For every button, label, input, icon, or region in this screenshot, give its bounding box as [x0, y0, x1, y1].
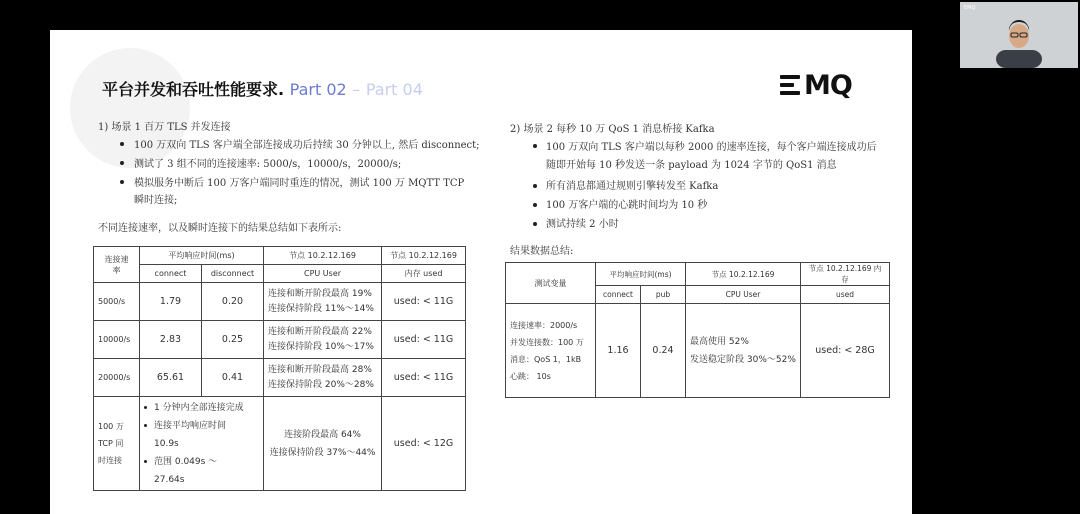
title-main: 平台并发和吞吐性能要求.	[102, 80, 285, 99]
slide-title	[102, 77, 423, 100]
left-bullet-3-cont: 瞬时连接;	[134, 195, 178, 206]
header-node-cpu: 节点 10.2.12.169	[264, 247, 382, 265]
header-avg-response: 平均响应时间(ms)	[140, 247, 264, 265]
webcam-thumbnail[interactable]	[960, 2, 1078, 68]
header-disconnect: disconnect	[202, 265, 264, 283]
right-results-table	[505, 262, 890, 398]
header-cpu-user: CPU User	[264, 265, 382, 283]
table-row: 100 万 TCP 同 时连接 1 分钟内全部连接完成 连接平均响应时间 10.9s 范围 0.049s ～ 27.64s 连接阶段最高 64% 连接保持阶段 37%～44% used: < 12G	[94, 397, 466, 491]
header-node-mem: 节点 10.2.12.169 内存	[801, 263, 890, 286]
header-mem-used: used	[801, 286, 890, 304]
right-bullet-1-cont: 随即开始每 10 秒发送一条 payload 为 1024 字节的 QoS1 消息	[546, 160, 837, 171]
header-avg-response: 平均响应时间(ms)	[596, 263, 686, 286]
header-pub: pub	[641, 286, 686, 304]
bullet-icon	[144, 406, 147, 409]
webcam-label: EMQ	[964, 5, 976, 11]
bullet-icon	[533, 184, 537, 188]
header-connect: connect	[140, 265, 202, 283]
bullet-icon	[144, 460, 147, 463]
table-row: 5000/s 1.79 0.20 连接和断开阶段最高 19% 连接保持阶段 11%～14% used: < 11G	[94, 283, 466, 321]
logo-text: MQ	[804, 69, 852, 101]
bullet-icon	[533, 144, 537, 148]
left-bullet-2: 测试了 3 组不同的连接速率: 5000/s，10000/s，20000/s;	[134, 159, 402, 170]
right-bullet-4: 测试持续 2 小时	[546, 219, 619, 230]
title-part-next: Part 04	[365, 80, 423, 99]
right-summary: 结果数据总结:	[510, 246, 574, 257]
table-row: 10000/s 2.83 0.25 连接和断开阶段最高 22% 连接保持阶段 10%～17% used: < 11G	[94, 321, 466, 359]
bullet-icon	[533, 203, 537, 207]
emq-logo	[780, 69, 852, 101]
bullet-icon	[120, 180, 124, 184]
left-heading: 1) 场景 1 百万 TLS 并发连接	[98, 122, 231, 133]
left-summary: 不同连接速率，以及瞬时连接下的结果总结如下表所示:	[98, 223, 342, 234]
right-bullet-1: 100 万双向 TLS 客户端以每秒 2000 的速率连接，每个客户端连接成功后	[546, 142, 877, 153]
header-cpu-user: CPU User	[686, 286, 801, 304]
emq-logo-mark-icon	[780, 74, 802, 96]
header-mem-used: 内存 used	[382, 265, 466, 283]
left-bullet-1: 100 万双向 TLS 客户端全部连接成功后持续 30 分钟以上, 然后 disconnect;	[134, 140, 480, 151]
bullet-icon	[120, 142, 124, 146]
bullet-icon	[120, 161, 124, 165]
right-heading: 2) 场景 2 每秒 10 万 QoS 1 消息桥接 Kafka	[510, 124, 715, 135]
table-row: 20000/s 65.61 0.41 连接和断开阶段最高 28% 连接保持阶段 20%～28% used: < 11G	[94, 359, 466, 397]
left-bullet-3: 模拟服务中断后 100 万客户端同时重连的情况，测试 100 万 MQTT TCP	[134, 178, 465, 189]
right-bullet-3: 100 万客户端的心跳时间均为 10 秒	[546, 200, 708, 211]
presentation-slide	[50, 30, 912, 514]
header-rate: 连接速 率	[94, 247, 140, 283]
title-part-current: Part 02	[289, 80, 347, 99]
table-row: 连接速率：2000/s 并发连接数：100 万 消息：QoS 1，1kB 心跳： 10s 1.16 0.24 最高使用 52% 发送稳定阶段 30%～52% used: < 28G	[506, 304, 890, 398]
bullet-icon	[144, 424, 147, 427]
presenter-video-icon	[996, 16, 1042, 68]
title-dash: –	[352, 80, 361, 99]
header-node-mem: 节点 10.2.12.169	[382, 247, 466, 265]
left-results-table	[93, 246, 466, 491]
header-test-variable: 测试变量	[506, 263, 596, 304]
header-connect: connect	[596, 286, 641, 304]
header-node-cpu: 节点 10.2.12.169	[686, 263, 801, 286]
bullet-icon	[533, 222, 537, 226]
right-bullet-2: 所有消息都通过规则引擎转发至 Kafka	[546, 181, 719, 192]
